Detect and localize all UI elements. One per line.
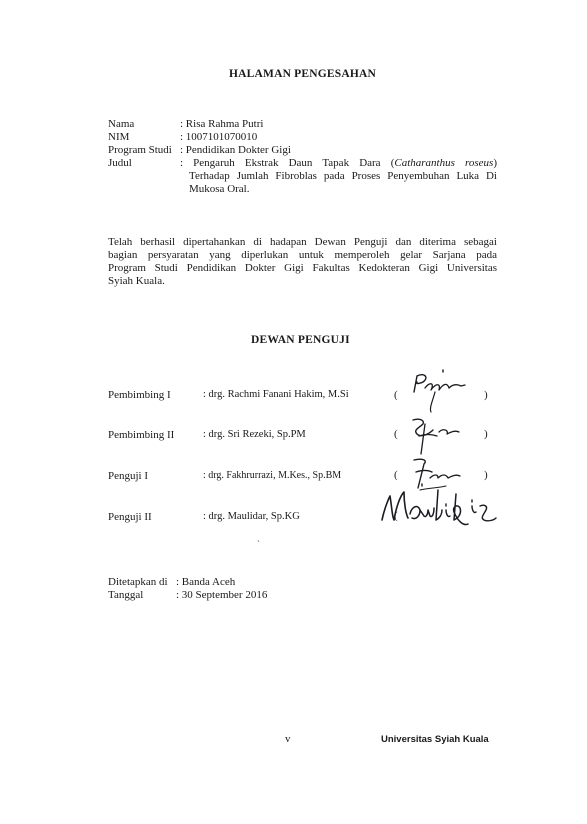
paren-close: ) — [484, 469, 488, 481]
signature-pembimbing-1 — [395, 368, 475, 418]
committee-role: Pembimbing II — [108, 429, 175, 441]
value-judul-line3: Mukosa Oral. — [189, 183, 250, 195]
label-program-studi: Program Studi — [108, 144, 172, 156]
label-nim: NIM — [108, 131, 130, 143]
statement-line: bagian persyaratan yang diperlukan untuk memperoleh gelar Sarjana pada — [108, 249, 497, 261]
paren-close: ) — [484, 428, 488, 440]
value-nim: : 1007101070010 — [180, 131, 258, 143]
value-tanggal: : 30 September 2016 — [176, 589, 268, 601]
institution-name: Universitas Syiah Kuala — [381, 734, 489, 745]
page-number: v — [285, 733, 291, 745]
judul-latin-name: Catharanthus roseus — [394, 157, 494, 169]
committee-member-name: : drg. Sri Rezeki, Sp.PM — [203, 429, 306, 440]
page-title: HALAMAN PENGESAHAN — [229, 68, 377, 80]
stray-mark: ˋ — [257, 539, 260, 549]
committee-member-name: : drg. Rachmi Fanani Hakim, M.Si — [203, 389, 349, 400]
statement-line: Telah berhasil dipertahankan di hadapan Dewan Penguji dan diterima sebagai — [108, 236, 497, 248]
judul-prefix: : Pengaruh Ekstrak Daun Tapak Dara ( — [180, 157, 395, 169]
value-program-studi: : Pendidikan Dokter Gigi — [180, 144, 291, 156]
label-tanggal: Tanggal — [108, 589, 144, 601]
value-judul-line2: Terhadap Jumlah Fibroblas pada Proses Penyembuhan Luka Di — [189, 170, 497, 182]
paren-open: ( — [394, 469, 398, 481]
paren-close: ) — [484, 389, 488, 401]
signature-penguji-2 — [376, 480, 504, 532]
label-ditetapkan-di: Ditetapkan di — [108, 576, 168, 588]
paren-open: ( — [394, 389, 398, 401]
committee-member-name: : drg. Maulidar, Sp.KG — [203, 511, 300, 522]
committee-role: Penguji I — [108, 470, 149, 482]
statement-line: Program Studi Pendidikan Dokter Gigi Fakultas Kedokteran Gigi Universitas — [108, 262, 497, 274]
value-ditetapkan-di: : Banda Aceh — [176, 576, 236, 588]
committee-role: Penguji II — [108, 511, 152, 523]
committee-role: Pembimbing I — [108, 389, 171, 401]
committee-heading: DEWAN PENGUJI — [251, 334, 350, 346]
statement-line: Syiah Kuala. — [108, 275, 165, 287]
label-judul: Judul — [108, 157, 132, 169]
committee-member-name: : drg. Fakhrurrazi, M.Kes., Sp.BM — [203, 470, 342, 481]
label-nama: Nama — [108, 118, 135, 130]
value-judul-line1 — [180, 157, 497, 170]
judul-suffix: ) — [493, 157, 497, 169]
value-nama: : Risa Rahma Putri — [180, 118, 264, 130]
paren-open: ( — [394, 510, 398, 522]
paren-open: ( — [394, 428, 398, 440]
